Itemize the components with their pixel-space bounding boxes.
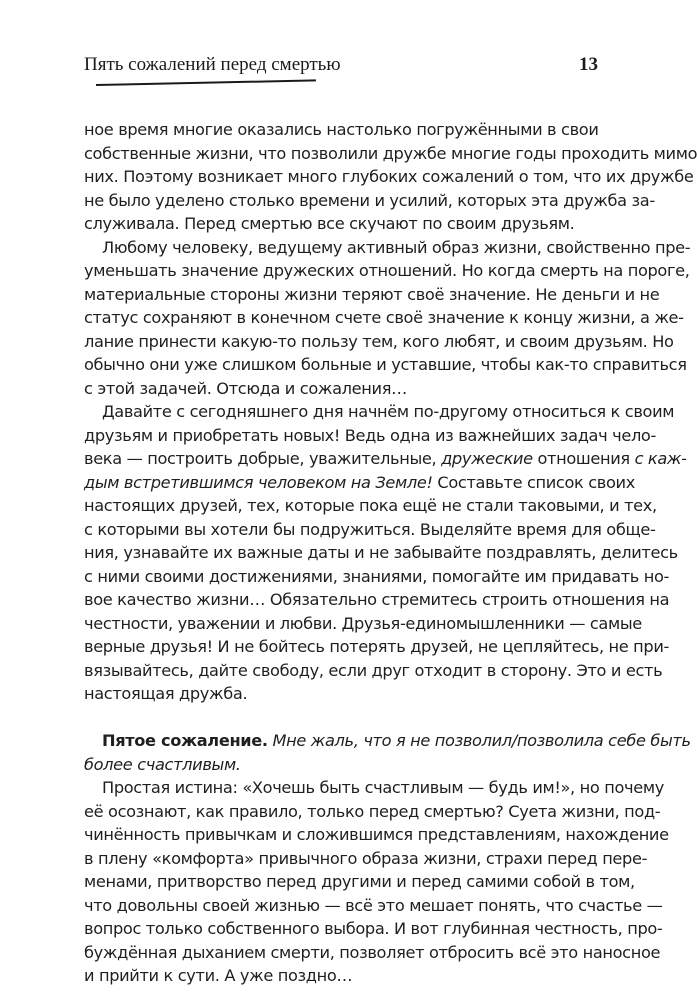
regret-statement: более счастливым. (84, 754, 241, 774)
text-line: с которыми вы хотели бы подружиться. Выделяйте время для обще- (84, 519, 656, 539)
paragraph-3 (84, 400, 687, 706)
text-line: верные друзья! И не бойтесь потерять друзей, не цепляйтесь, не при- (84, 637, 669, 656)
text-line (84, 729, 691, 753)
text-run: века — построить добрые, уважительные, (84, 449, 442, 468)
text-line: служивала. Перед смертью все скучают по своим друзьям. (84, 214, 575, 233)
running-header (84, 52, 598, 96)
text-line: вязывайтесь, дайте свободу, если друг отходит в сторону. Это и есть (84, 660, 663, 680)
page-number: 13 (579, 54, 598, 75)
text-line: с ними своими достижениями, знаниями, помогайте им придавать но- (84, 566, 670, 586)
text-line: Простая истина: «Хочешь быть счастливым — будь им!», но почему (102, 778, 664, 797)
emphasis-text: дым встретившимся человеком на Земле! (84, 472, 433, 492)
text-line: не было уделено столько времени и усилий, которых эта дружба за- (84, 190, 655, 210)
text-line: честности, уважении и любви. Друзья-единомышленники — самые (84, 613, 642, 633)
text-line: настоящих друзей, тех, которые пока ещё не стали таковыми, и тех, (84, 496, 657, 515)
section-gap (84, 706, 598, 730)
text-line: с этой задачей. Отсюда и сожаления… (84, 378, 407, 398)
text-line: них. Поэтому возникает много глубоких сожалений о том, что их дружбе (84, 167, 694, 186)
text-run: отношения (532, 449, 635, 468)
text-line: Любому человеку, ведущему активный образ жизни, свойственно пре- (102, 237, 691, 257)
running-title: Пять сожалений перед смертью (84, 54, 341, 75)
text-line (84, 471, 635, 495)
text-line: вопрос только собственного выбора. И вот глубинная честность, про- (84, 919, 663, 938)
text-line: в плену «комфорта» привычного образа жизни, страхи перед пере- (84, 848, 648, 868)
text-line: вое качество жизни… Обязательно стремитесь строить отношения на (84, 590, 670, 609)
text-line: чинённость привычкам и сложившимся представлениям, нахождение (84, 825, 669, 844)
text-line: что довольны своей жизнью — всё это мешает понять, что счастье — (84, 895, 663, 915)
emphasis-text: с каж- (634, 449, 687, 468)
header-rule (96, 79, 316, 86)
text-line: лание принести какую-то пользу тем, кого любят, и своим друзьям. Но (84, 331, 674, 351)
text-line: Давайте с сегодняшнего дня начнём по-другому относиться к своим (102, 402, 675, 421)
text-line: настоящая дружба. (84, 684, 248, 703)
text-line: менами, притворство перед другими и перед самими собой в том, (84, 872, 635, 891)
paragraph-1 (84, 118, 697, 236)
text-line: ния, узнавайте их важные даты и не забывайте поздравлять, делитесь (84, 543, 678, 562)
text-line: собственные жизни, что позволили дружбе многие годы проходить мимо (84, 143, 697, 163)
regret-label: Пятое сожаление. (102, 731, 268, 750)
text-run: Составьте список своих (432, 472, 635, 492)
text-line (84, 447, 687, 471)
text-line: друзьям и приобретать новых! Ведь одна из важнейших задач чело- (84, 425, 656, 445)
text-line: и прийти к сути. А уже поздно… (84, 966, 353, 985)
regret-statement: Мне жаль, что я не позволил/позволила себе быть (267, 731, 691, 750)
text-line: ное время многие оказались настолько погружёнными в свои (84, 120, 599, 139)
body-text (84, 118, 697, 988)
text-line: материальные стороны жизни теряют своё значение. Не деньги и не (84, 284, 660, 304)
paragraph-4 (84, 776, 669, 988)
text-line: статус сохраняют в конечном счете своё значение к концу жизни, а же- (84, 308, 684, 327)
text-line: её осознают, как правило, только перед смертью? Суета жизни, под- (84, 801, 661, 821)
text-line: уменьшать значение дружеских отношений. Но когда смерть на пороге, (84, 261, 690, 280)
paragraph-2 (84, 236, 691, 401)
fifth-regret-heading (84, 729, 691, 776)
emphasis-text: дружеские (441, 449, 533, 468)
text-line: буждённая дыханием смерти, позволяет отбросить всё это наносное (84, 942, 661, 962)
text-line: обычно они уже слишком больные и уставшие, чтобы как-то справиться (84, 355, 687, 374)
